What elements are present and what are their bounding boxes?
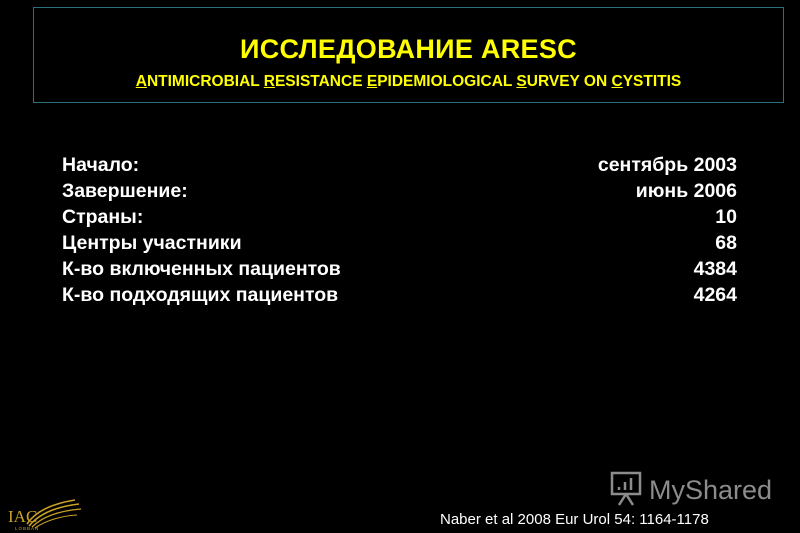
slide-title: ИССЛЕДОВАНИЕ ARESC xyxy=(240,34,577,64)
fact-row-centers xyxy=(62,230,737,256)
slide-subtitle xyxy=(34,73,783,91)
fact-row-enrolled xyxy=(62,256,737,282)
myshared-watermark xyxy=(607,469,797,509)
fact-row-start xyxy=(62,152,737,178)
fact-row-end xyxy=(62,178,737,204)
fact-value: 10 xyxy=(715,206,737,228)
fact-value: сентябрь 2003 xyxy=(597,154,737,176)
logo-text: IAC xyxy=(8,507,38,526)
subtitle-word: ON xyxy=(583,73,608,90)
title-box xyxy=(33,7,784,103)
fact-label: Начало: xyxy=(62,154,140,176)
fact-label: Страны: xyxy=(62,206,144,228)
fact-value: июнь 2006 xyxy=(635,180,737,202)
fact-value: 4264 xyxy=(693,284,737,306)
iac-logo xyxy=(5,490,85,532)
subtitle-word: RESISTANCE xyxy=(263,73,363,90)
fact-label: Центры участники xyxy=(62,232,242,254)
fact-row-countries xyxy=(62,204,737,230)
watermark-text: MyShared xyxy=(649,475,773,505)
subtitle-word: CYSTITIS xyxy=(611,73,682,90)
logo-small-text: LOBBAN xyxy=(15,526,40,531)
fact-value: 4384 xyxy=(693,258,737,280)
fact-row-eligible xyxy=(62,282,737,308)
subtitle-word: EPIDEMIOLOGICAL xyxy=(366,73,513,90)
fact-value: 68 xyxy=(715,232,737,254)
fact-label: К-во подходящих пациентов xyxy=(62,284,339,306)
citation: Naber et al 2008 Eur Urol 54: 1164-1178 xyxy=(440,511,709,528)
subtitle-word: ANTIMICROBIAL xyxy=(135,73,260,90)
subtitle-word: SURVEY xyxy=(516,73,580,90)
study-facts-list xyxy=(62,152,737,308)
fact-label: Завершение: xyxy=(62,180,188,202)
fact-label: К-во включенных пациентов xyxy=(62,258,341,280)
presentation-board-icon xyxy=(612,473,640,505)
